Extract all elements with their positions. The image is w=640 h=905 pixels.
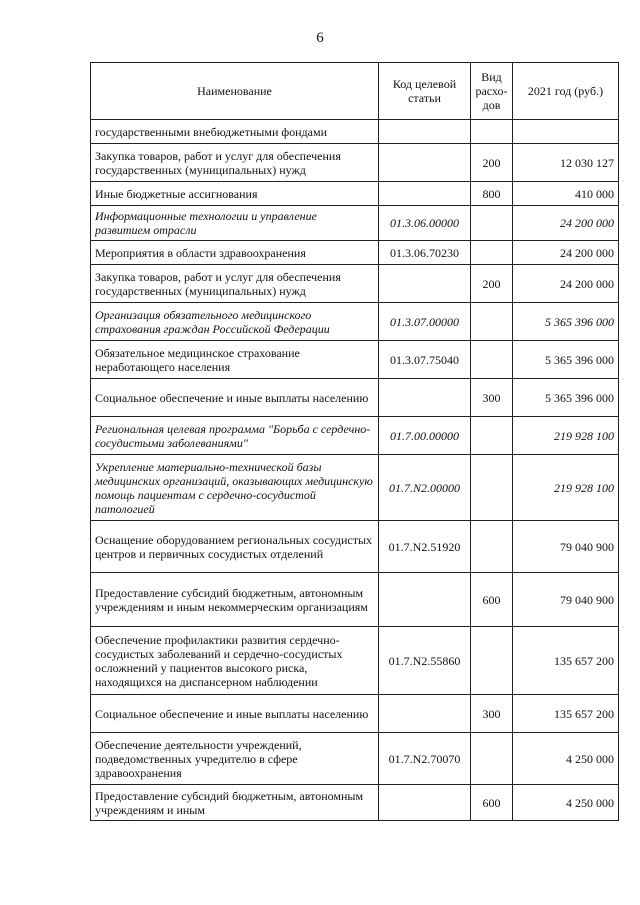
row-sum <box>513 120 619 144</box>
row-name: Предоставление субсидий бюджетным, автономным учреждениям и иным некоммерческим организациям <box>91 573 379 627</box>
table-row <box>91 265 619 303</box>
row-code <box>379 182 471 206</box>
table-row <box>91 627 619 695</box>
budget-table <box>90 62 619 821</box>
row-expense-type <box>471 206 513 241</box>
table-row <box>91 206 619 241</box>
table-header-row <box>91 63 619 120</box>
row-code <box>379 695 471 733</box>
row-sum: 410 000 <box>513 182 619 206</box>
row-sum: 4 250 000 <box>513 785 619 821</box>
row-name: Обязательное медицинское страхование неработающего населения <box>91 341 379 379</box>
row-code: 01.7.N2.55860 <box>379 627 471 695</box>
table-row <box>91 455 619 521</box>
table-row <box>91 379 619 417</box>
table-row <box>91 144 619 182</box>
row-sum: 24 200 000 <box>513 241 619 265</box>
row-name: Мероприятия в области здравоохранения <box>91 241 379 265</box>
row-name: Закупка товаров, работ и услуг для обеспечения государственных (муниципальных) нужд <box>91 265 379 303</box>
table-row <box>91 785 619 821</box>
header-sum: 2021 год (руб.) <box>513 63 619 120</box>
table-row <box>91 341 619 379</box>
row-name: Закупка товаров, работ и услуг для обеспечения государственных (муниципальных) нужд <box>91 144 379 182</box>
row-expense-type: 600 <box>471 573 513 627</box>
table-row <box>91 417 619 455</box>
row-expense-type <box>471 627 513 695</box>
row-name: Обеспечение профилактики развития сердечно-сосудистых заболеваний и сердечно-сосудистых осложнений у пациентов высокого риска, находящихся на диспансерном наблюдении <box>91 627 379 695</box>
row-name: Информационные технологии и управление развитием отрасли <box>91 206 379 241</box>
table-row <box>91 303 619 341</box>
row-expense-type <box>471 303 513 341</box>
row-expense-type <box>471 417 513 455</box>
table-row <box>91 120 619 144</box>
page-number: 6 <box>316 30 324 46</box>
row-sum: 12 030 127 <box>513 144 619 182</box>
row-code <box>379 573 471 627</box>
row-expense-type: 200 <box>471 144 513 182</box>
row-code <box>379 379 471 417</box>
header-name: Наименование <box>91 63 379 120</box>
row-sum: 24 200 000 <box>513 265 619 303</box>
row-sum: 5 365 396 000 <box>513 341 619 379</box>
row-name: Укрепление материально-технической базы медицинских организаций, оказывающих медицинскую помощь пациентам с сердечно-сосудистой патологией <box>91 455 379 521</box>
row-expense-type <box>471 733 513 785</box>
row-expense-type: 300 <box>471 695 513 733</box>
row-code <box>379 265 471 303</box>
row-code: 01.7.N2.00000 <box>379 455 471 521</box>
row-expense-type <box>471 521 513 573</box>
row-expense-type <box>471 341 513 379</box>
table-row <box>91 733 619 785</box>
row-code <box>379 785 471 821</box>
row-name: Социальное обеспечение и иные выплаты населению <box>91 379 379 417</box>
table-row <box>91 182 619 206</box>
row-sum: 135 657 200 <box>513 627 619 695</box>
row-code: 01.3.07.00000 <box>379 303 471 341</box>
row-expense-type <box>471 241 513 265</box>
row-expense-type: 300 <box>471 379 513 417</box>
row-name: Региональная целевая программа "Борьба с сердечно-сосудистыми заболеваниями" <box>91 417 379 455</box>
row-sum: 4 250 000 <box>513 733 619 785</box>
row-code: 01.7.00.00000 <box>379 417 471 455</box>
row-code <box>379 120 471 144</box>
row-sum: 79 040 900 <box>513 573 619 627</box>
row-sum: 219 928 100 <box>513 455 619 521</box>
row-code: 01.7.N2.51920 <box>379 521 471 573</box>
row-sum: 24 200 000 <box>513 206 619 241</box>
header-code: Код целевой статьи <box>379 63 471 120</box>
table-row <box>91 241 619 265</box>
row-sum: 135 657 200 <box>513 695 619 733</box>
row-code <box>379 144 471 182</box>
row-expense-type: 200 <box>471 265 513 303</box>
row-code: 01.7.N2.70070 <box>379 733 471 785</box>
row-expense-type <box>471 120 513 144</box>
header-type: Вид расхо-дов <box>471 63 513 120</box>
table-row <box>91 521 619 573</box>
row-name: Предоставление субсидий бюджетным, автономным учреждениям и иным <box>91 785 379 821</box>
row-expense-type: 600 <box>471 785 513 821</box>
row-sum: 219 928 100 <box>513 417 619 455</box>
row-name: Оснащение оборудованием региональных сосудистых центров и первичных сосудистых отделений <box>91 521 379 573</box>
table-row <box>91 695 619 733</box>
row-name: Социальное обеспечение и иные выплаты населению <box>91 695 379 733</box>
row-code: 01.3.06.70230 <box>379 241 471 265</box>
table-body <box>91 120 619 821</box>
row-sum: 79 040 900 <box>513 521 619 573</box>
row-name: Организация обязательного медицинского страхования граждан Российской Федерации <box>91 303 379 341</box>
row-expense-type <box>471 455 513 521</box>
row-name: Иные бюджетные ассигнования <box>91 182 379 206</box>
row-code: 01.3.07.75040 <box>379 341 471 379</box>
row-expense-type: 800 <box>471 182 513 206</box>
row-code: 01.3.06.00000 <box>379 206 471 241</box>
table-row <box>91 573 619 627</box>
row-name: государственными внебюджетными фондами <box>91 120 379 144</box>
row-name: Обеспечение деятельности учреждений, подведомственных учредителю в сфере здравоохранения <box>91 733 379 785</box>
row-sum: 5 365 396 000 <box>513 379 619 417</box>
row-sum: 5 365 396 000 <box>513 303 619 341</box>
